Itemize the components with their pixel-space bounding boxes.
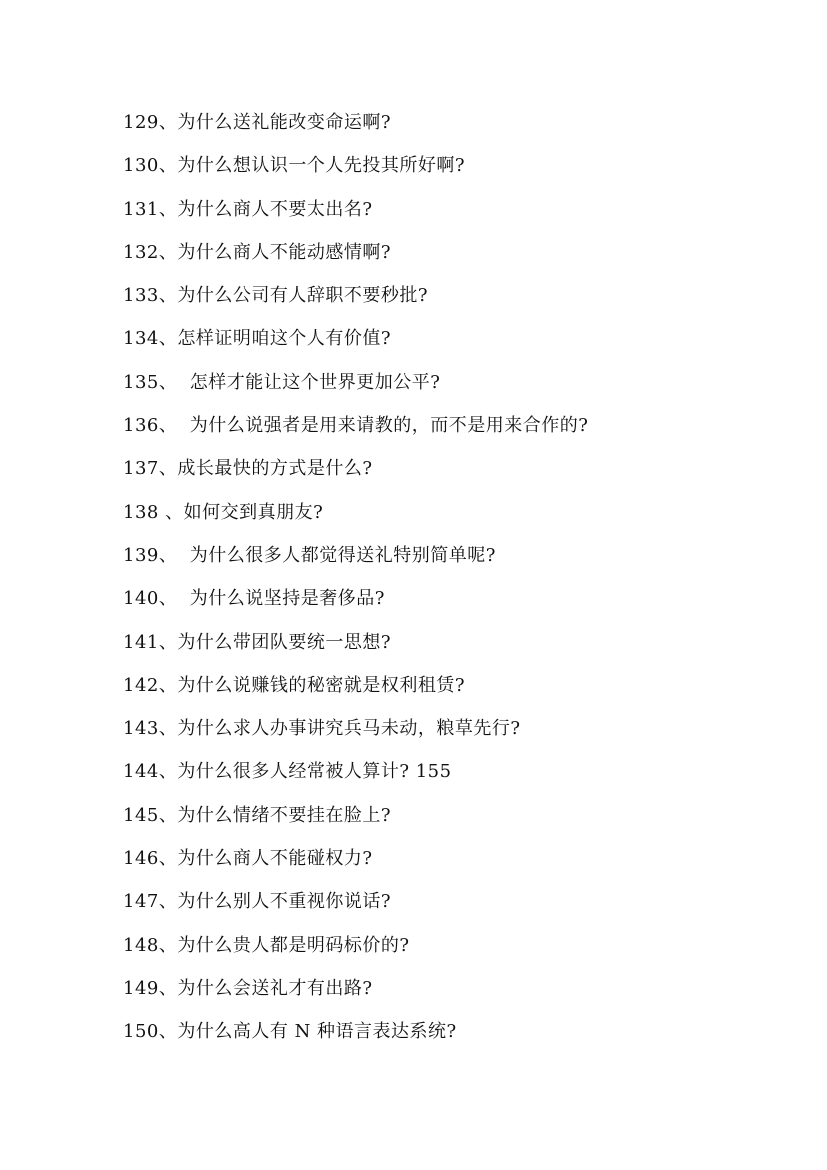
list-item: 137、成长最快的方式是什么?	[123, 458, 373, 480]
list-item: 134、怎样证明咱这个人有价值?	[123, 328, 392, 350]
list-item: 146、为什么商人不能碰权力?	[123, 848, 373, 870]
list-item: 142、为什么说赚钱的秘密就是权利租赁?	[123, 674, 466, 696]
list-item: 135、 怎样才能让这个世界更加公平?	[123, 371, 441, 393]
list-item: 130、为什么想认识一个人先投其所好啊?	[123, 155, 466, 177]
list-item: 140、 为什么说坚持是奢侈品?	[123, 588, 385, 610]
list-item: 149、为什么会送礼才有出路?	[123, 977, 373, 999]
list-item: 148、为什么贵人都是明码标价的?	[123, 934, 410, 956]
list-item: 145、为什么情绪不要挂在脸上?	[123, 804, 392, 826]
list-item: 132、为什么商人不能动感情啊?	[123, 241, 392, 263]
list-item: 139、 为什么很多人都觉得送礼特别简单呢?	[123, 544, 496, 566]
list-item: 150、为什么高人有 N 种语言表达系统?	[123, 1021, 457, 1043]
list-item: 136、 为什么说强者是用来请教的，而不是用来合作的?	[123, 415, 589, 437]
list-item: 131、为什么商人不要太出名?	[123, 198, 373, 220]
list-item: 129、为什么送礼能改变命运啊?	[123, 112, 392, 133]
list-item: 143、为什么求人办事讲究兵马未动，粮草先行?	[123, 718, 521, 740]
question-list	[123, 108, 803, 1061]
list-item: 138 、如何交到真朋友?	[123, 501, 324, 523]
list-item: 147、为什么别人不重视你说话?	[123, 891, 392, 913]
list-item: 133、为什么公司有人辞职不要秒批?	[123, 285, 429, 307]
list-item: 144、为什么很多人经常被人算计? 155	[123, 761, 452, 783]
list-item: 141、为什么带团队要统一思想?	[123, 631, 392, 653]
